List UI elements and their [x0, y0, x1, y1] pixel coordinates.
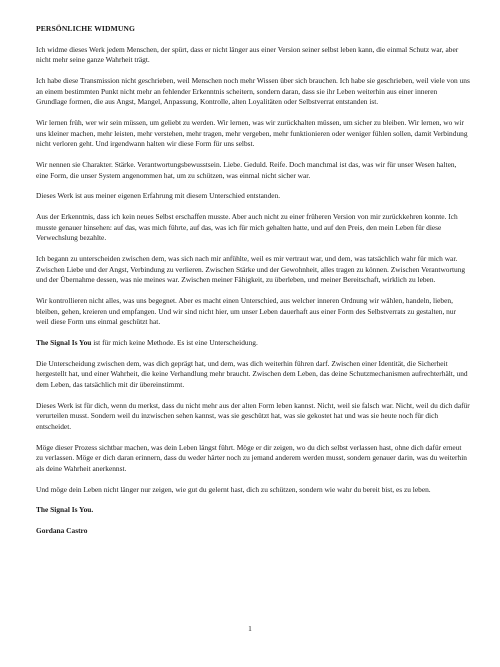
method-text: ist für mich keine Methode. Es ist eine Unterscheidung. [91, 337, 258, 347]
paragraph: Wir nennen sie Charakter. Stärke. Verantwortungsbewusstsein. Liebe. Geduld. Reife. Doch manchmal ist das, was wir für unser Wesen halten, eine Form, die unser System angenommen hat, um zu schützen, was einmal nicht sicher war. [36, 159, 457, 180]
paragraph: Ich begann zu unterscheiden zwischen dem, was sich nach mir anfühlte, weil es mir vertraut war, und dem, was tatsächlich wahr für mich war. Zwischen Liebe und der Angst, Verbindung zu verlieren. Zwischen Stärke und der Gewohnheit, alles tragen zu können. Zwischen Verantwortung und der Übernahme dessen, was nie meines war. Zwischen meiner Fähigkeit, zu überleben, und meiner Bereitschaft, wirklich zu leben. [36, 254, 466, 285]
paragraph: Ich widme dieses Werk jedem Menschen, der spürt, dass er nicht länger aus einer Version seiner selbst leben kann, die einmal Schutz war, aber nicht mehr seine ganze Wahrheit trägt. [36, 44, 459, 65]
method-paragraph [36, 338, 470, 349]
author-name: Gordana Castro [36, 526, 88, 536]
paragraph: Ich habe diese Transmission nicht geschrieben, weil Menschen noch mehr Wissen über sich brauchen. Ich habe sie geschrieben, weil viele von uns an einem bestimmten Punkt nicht mehr an fehlender Erkenntnis scheitern, sondern daran, dass sie ihr Leben weiterhin aus einer inneren Grundlage formen, die aus Angst, Mangel, Anpassung, Kontrolle, alten Loyalitäten oder Selbstverrat entstanden ist. [36, 75, 470, 107]
paragraph: Dieses Werk ist aus meiner eigenen Erfahrung mit diesem Unterschied entstanden. [36, 191, 281, 201]
method-bold-title: The Signal Is You [36, 337, 92, 347]
paragraph: Wir kontrollieren nicht alles, was uns begegnet. Aber es macht einen Unterschied, aus welcher inneren Ordnung wir wählen, handeln, lieben, bleiben, gehen, kreieren und empfangen. Und wir sind nicht hier, um unser Leben dauerhaft aus einer Form des Selbstverrats zu gestalten, nur weil diese Form uns einmal geschützt hat. [36, 296, 457, 327]
paragraph: Wir lernen früh, wer wir sein müssen, um geliebt zu werden. Wir lernen, was wir zurückhalten müssen, um sicher zu bleiben. Wir lernen, wo wir uns kleiner machen, mehr leisten, mehr verstehen, mehr tragen, mehr vergeben, mehr funktionieren oder weniger fühlen sollen, damit Verbindung nicht verloren geht. Und irgendwann halten wir diese Form für uns selbst. [36, 117, 468, 149]
paragraph: Aus der Erkenntnis, dass ich kein neues Selbst erschaffen musste. Aber auch nicht zu einer früheren Version von mir zurückkehren konnte. Ich musste genauer hinsehen: auf das, was mich führte, auf das, was ich für mich gehalten hatte, und auf den Preis, den mein Leben für diese Verwechslung bezahlte. [36, 212, 458, 243]
page-number: 1 [248, 624, 252, 633]
paragraph: Dieses Werk ist für dich, wenn du merkst, dass du nicht mehr aus der alten Form leben kannst. Nicht, weil sie falsch war. Nicht, weil du dich dafür verurteilen musst. Sondern weil du inzwischen sehen kannst, was sie geschützt hat, was sie gekostet hat und was sie heute noch für dich entscheidet. [36, 400, 470, 431]
signal-line: The Signal Is You. [36, 505, 94, 515]
paragraph: Möge dieser Prozess sichtbar machen, was dein Leben längst führt. Möge er dir zeigen, wo du dich selbst verlassen hast, ohne dich dafür erneut zu verlassen. Möge er dich daran erinnern, dass du weder härter noch zu jemand anderem werden musst, sondern genauer darin, was du weiterhin als deine Wahrheit anerkennst. [36, 442, 467, 473]
paragraph: Die Unterscheidung zwischen dem, was dich geprägt hat, und dem, was dich weiterhin führen darf. Zwischen einer Identität, die Sicherheit hergestellt hat, und einer Wahrheit, die keine Verhandlung mehr braucht. Zwischen dem Leben, das deine Schutzmechanismen aufrechterhält, und dem Leben, das tatsächlich mit dir übereinstimmt. [36, 358, 468, 389]
paragraph: Und möge dein Leben nicht länger nur zeigen, wie gut du gelernt hast, dich zu schützen, sondern wie wahr du bereit bist, es zu leben. [36, 484, 431, 494]
page-heading: PERSÖNLICHE WIDMUNG [36, 24, 136, 33]
